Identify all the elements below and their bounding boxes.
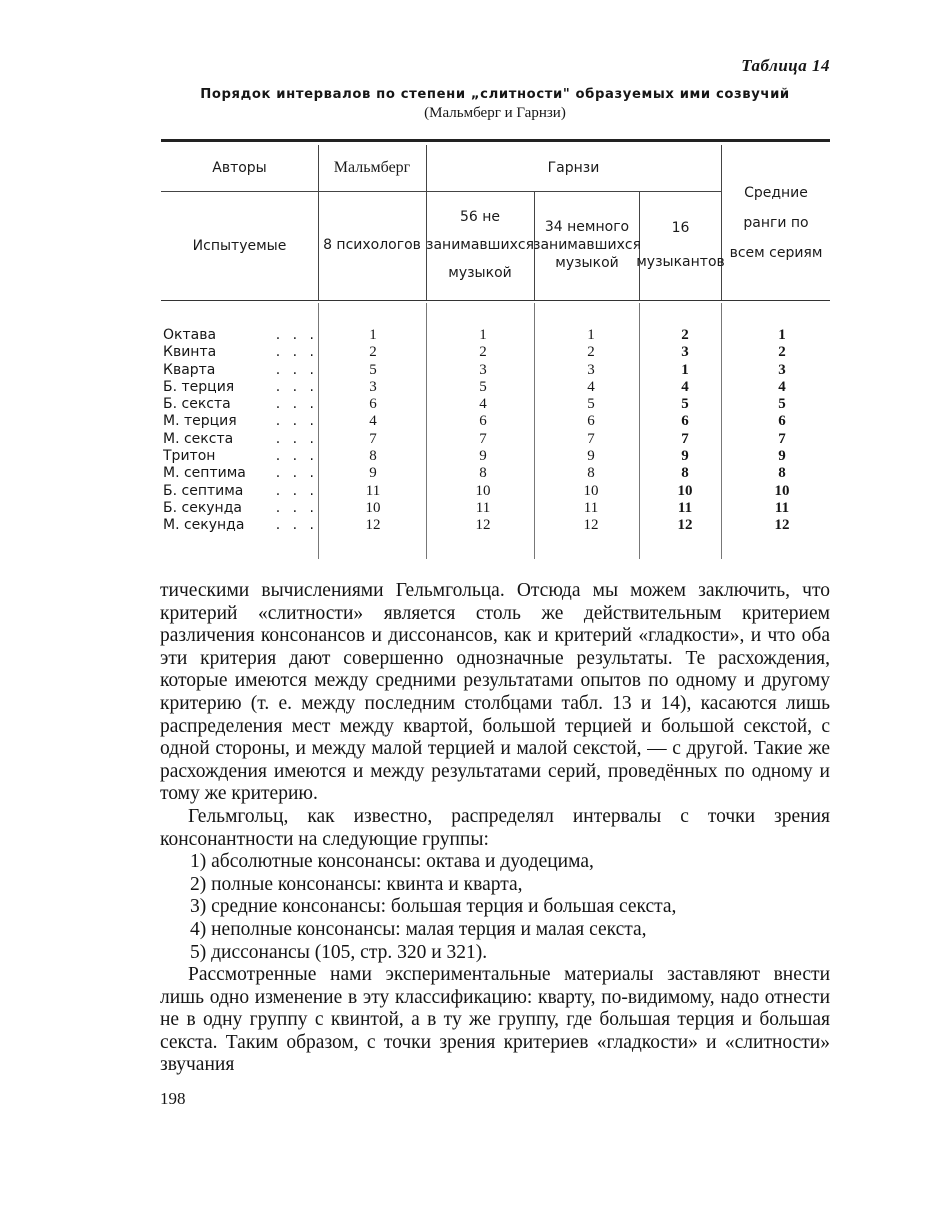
table-title-line1: Порядок интервалов по степени „слитности" образуемых ими созвучий — [200, 87, 790, 102]
paragraph-1: тическими вычислениями Гельмгольца. Отсюда мы можем заключить, что критерий «слитности» является столь же действительным критерием различения консонансов и диссонансов, как и критерий «гладкости», и что оба эти критерия дают совершенно однозначные результаты. Те расхождения, которые имеются между средними результатами опытов по одному и другому критерию (т. е. между последним столбцами табл. 13 и 14), касаются лишь распределения мест между квартой, большой терцией и большой секстой, с одной стороны, и между малой терцией и малой секстой, — с другой. Такие же расхождения имеются и между результатами серий, проведённых по одному и тому же критерию. — [160, 580, 830, 805]
leader-dots: . . . — [275, 361, 318, 378]
table-row — [161, 413, 830, 430]
leader-dots: . . . — [275, 482, 318, 499]
interval-name — [163, 483, 318, 500]
rank-cell: 5 — [587, 396, 595, 413]
header-col-non-musicians: 56 не занимавшихся музыкой — [426, 209, 534, 281]
interval-label: М. секста — [163, 430, 234, 447]
table-row — [161, 483, 830, 500]
interval-label: Октава — [163, 327, 217, 343]
table-row — [161, 448, 830, 465]
rank-cell: 11 — [583, 499, 599, 516]
table-row — [161, 517, 830, 534]
rank-cell: 5 — [479, 378, 487, 395]
list-item: 3) средние консонансы: большая терция и большая секста, — [190, 896, 677, 918]
header-malmberg: Мальмберг — [333, 159, 411, 176]
rank-cell: 2 — [681, 327, 689, 343]
rank-cell: 12 — [677, 517, 693, 534]
interval-name — [163, 448, 318, 465]
rank-cell: 12 — [583, 517, 599, 534]
body-text — [160, 580, 830, 1077]
leader-dots: . . . — [275, 396, 318, 413]
rank-cell: 9 — [369, 465, 377, 482]
rank-cell: 3 — [479, 361, 487, 378]
rank-cell: 5 — [778, 396, 786, 413]
list-item: 1) абсолютные консонансы: октава и дуодецима, — [190, 851, 594, 873]
rank-cell: 8 — [587, 465, 595, 482]
header-subjects: Испытуемые — [192, 237, 287, 254]
interval-label: Тритон — [163, 448, 216, 465]
leader-dots: . . . — [275, 499, 318, 516]
rank-cell: 11 — [774, 499, 790, 516]
rank-cell: 8 — [479, 465, 487, 482]
rank-cell: 3 — [587, 361, 595, 378]
rank-cell: 4 — [681, 378, 689, 395]
interval-label: Б. терция — [163, 378, 235, 395]
table-title — [160, 86, 830, 122]
leader-dots: . . . — [275, 344, 318, 361]
table-row — [161, 327, 830, 344]
rank-cell: 10 — [475, 482, 491, 499]
table-header-rule — [161, 300, 830, 301]
rank-cell: 1 — [587, 327, 595, 343]
interval-name — [163, 500, 318, 517]
rank-cell: 9 — [778, 448, 786, 465]
interval-name — [163, 413, 318, 430]
interval-name — [163, 362, 318, 379]
rank-cell: 1 — [369, 327, 377, 343]
header-col-some-music: 34 немного занимавшихся музыкой — [533, 219, 641, 271]
rank-cell: 12 — [774, 517, 790, 534]
interval-name — [163, 379, 318, 396]
interval-label: Кварта — [163, 361, 216, 378]
interval-name — [163, 344, 318, 361]
rank-cell: 9 — [479, 448, 487, 465]
table-row — [161, 362, 830, 379]
rank-cell: 8 — [681, 465, 689, 482]
paragraph-3: Рассмотренные нами экспериментальные материалы заставляют внести лишь одно изменение в эту классификацию: кварту, по-видимому, надо отнести не в одну группу с квинтой, а в ту же группу, где большая терция и большая секста. Таким образом, с точки зрения критериев «гладкости» и «слитности» звучания — [160, 964, 830, 1076]
interval-name — [163, 465, 318, 482]
rank-cell: 9 — [587, 448, 595, 465]
rank-cell: 2 — [369, 344, 377, 361]
header-col-psychologists: 8 психологов — [323, 237, 421, 253]
rank-cell: 11 — [365, 482, 381, 499]
leader-dots: . . . — [275, 448, 318, 465]
rank-cell: 6 — [479, 413, 487, 430]
header-col-musicians: 16 музыкантов — [636, 220, 725, 270]
interval-label: М. септима — [163, 465, 246, 482]
rank-cell: 5 — [681, 396, 689, 413]
rank-cell: 12 — [365, 517, 381, 534]
rank-cell: 7 — [587, 430, 595, 447]
table-top-rule — [161, 139, 830, 142]
rank-cell: 9 — [681, 448, 689, 465]
rank-cell: 11 — [475, 499, 491, 516]
rank-cell: 7 — [369, 430, 377, 447]
rank-cell: 11 — [677, 499, 693, 516]
interval-name — [163, 327, 318, 344]
interval-name — [163, 431, 318, 448]
rank-cell: 1 — [778, 327, 786, 343]
rank-cell: 2 — [778, 344, 786, 361]
header-average-ranks: Средние ранги по всем сериям — [729, 185, 823, 261]
rank-cell: 6 — [369, 396, 377, 413]
rank-cell: 10 — [677, 482, 693, 499]
interval-name — [163, 517, 318, 534]
interval-name — [163, 396, 318, 413]
page-number: 198 — [160, 1089, 186, 1108]
table-title-line2: (Мальмберг и Гарнзи) — [424, 105, 566, 121]
leader-dots: . . . — [275, 430, 318, 447]
interval-label: Б. секунда — [163, 499, 242, 516]
table-row — [161, 396, 830, 413]
interval-label: Б. секста — [163, 396, 231, 413]
rank-cell: 1 — [479, 327, 487, 343]
rank-cell: 2 — [479, 344, 487, 361]
rank-cell: 7 — [778, 430, 786, 447]
list-item: 2) полные консонансы: квинта и кварта, — [190, 873, 523, 895]
header-authors: Авторы — [212, 160, 267, 176]
header-garnsey: Гарнзи — [547, 160, 600, 176]
rank-cell: 3 — [369, 378, 377, 395]
rank-cell: 4 — [369, 413, 377, 430]
rank-cell: 8 — [778, 465, 786, 482]
paragraph-2: Гельмгольц, как известно, распределял интервалы с точки зрения консонантности на следующие группы: — [160, 805, 830, 850]
table-row — [161, 379, 830, 396]
interval-label: М. секунда — [163, 517, 245, 534]
rank-cell: 4 — [778, 378, 786, 395]
rank-cell: 10 — [583, 482, 599, 499]
leader-dots: . . . — [275, 413, 318, 430]
table-row — [161, 431, 830, 448]
leader-dots: . . . — [275, 517, 318, 534]
table-label: Таблица 14 — [741, 56, 830, 75]
interval-label: М. терция — [163, 413, 237, 430]
rank-cell: 4 — [587, 378, 595, 395]
rank-cell: 2 — [587, 344, 595, 361]
leader-dots: . . . — [275, 378, 318, 395]
rank-cell: 12 — [475, 517, 491, 534]
leader-dots: . . . — [275, 465, 318, 482]
rank-cell: 6 — [587, 413, 595, 430]
rank-cell: 7 — [479, 430, 487, 447]
rank-cell: 10 — [774, 482, 790, 499]
rank-cell: 10 — [365, 499, 381, 516]
rank-cell: 5 — [369, 361, 377, 378]
list-item: 4) неполные консонансы: малая терция и малая секста, — [190, 918, 647, 940]
interval-label: Б. септима — [163, 482, 244, 499]
table-row — [161, 465, 830, 482]
rank-cell: 3 — [778, 361, 786, 378]
table-row — [161, 344, 830, 361]
table-row — [161, 500, 830, 517]
rank-cell: 6 — [778, 413, 786, 430]
rank-cell: 3 — [681, 344, 689, 361]
rank-cell: 6 — [681, 413, 689, 430]
leader-dots: . . . — [275, 327, 318, 343]
table-body — [161, 327, 830, 535]
rank-cell: 4 — [479, 396, 487, 413]
interval-label: Квинта — [163, 344, 217, 361]
list-item: 5) диссонансы (105, стр. 320 и 321). — [190, 941, 488, 963]
rank-cell: 7 — [681, 430, 689, 447]
rank-cell: 1 — [681, 361, 689, 378]
rank-cell: 8 — [369, 448, 377, 465]
